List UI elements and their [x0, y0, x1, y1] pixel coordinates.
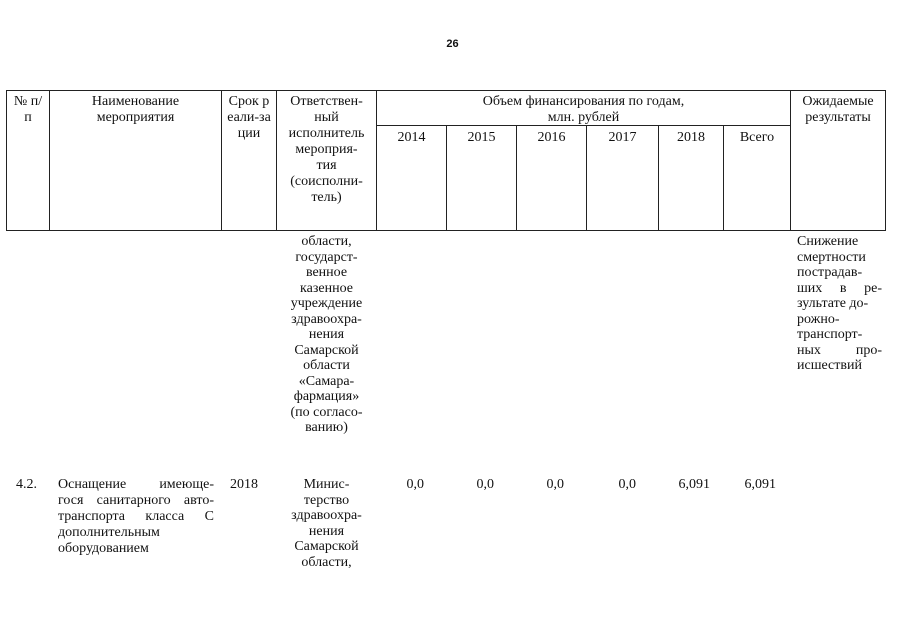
header-resp-line: исполнитель	[288, 126, 365, 141]
text-line: транспорта класса С	[58, 509, 214, 524]
table-header	[6, 90, 886, 230]
header-cell-term	[221, 90, 277, 231]
header-funding-line: Объем финансирования по годам,	[482, 94, 685, 109]
page-number: 26	[446, 38, 459, 50]
header-cell-responsible	[276, 90, 377, 231]
text-line: Самарской	[294, 342, 359, 358]
text-line: Самарской	[294, 539, 359, 554]
header-number-label: № п/п	[13, 94, 43, 125]
value-2014: 0,0	[406, 477, 424, 492]
header-year-2016: 2016	[516, 125, 587, 231]
text-line: (по согласо-	[290, 404, 363, 420]
text-line: терство	[303, 492, 350, 508]
header-results-line: результаты	[805, 110, 871, 125]
row-name	[58, 477, 214, 557]
text-line: зультате до-	[797, 296, 869, 311]
text-line: гося санитарного авто-	[58, 493, 214, 508]
text-line: Оснащение имеюще-	[58, 477, 214, 492]
text-line: области,	[301, 234, 352, 249]
text-line: учреждение	[290, 296, 363, 311]
header-cell-name	[49, 90, 222, 231]
header-year-total: Всего	[723, 125, 791, 231]
value-2017: 0,0	[618, 477, 636, 492]
text-line: дополнительным	[58, 525, 160, 540]
text-line: казенное	[300, 280, 353, 296]
header-term-label: Срок реали-зации	[227, 94, 271, 141]
text-line: ванию)	[305, 420, 348, 435]
text-line: нения	[308, 327, 345, 342]
text-line: исшествий	[797, 358, 862, 373]
text-line: транспорт-	[797, 327, 863, 342]
value-2018: 6,091	[678, 477, 710, 492]
header-resp-line: тия	[316, 158, 337, 173]
text-line: смертности	[797, 249, 866, 265]
row-responsible	[276, 477, 377, 570]
text-line: пострадав-	[797, 265, 863, 280]
text-line: здравоохра-	[291, 311, 362, 327]
text-line: «Самара-	[298, 373, 355, 389]
header-cell-funding	[376, 90, 791, 126]
text-line: оборудованием	[58, 541, 149, 556]
header-year-2014: 2014	[376, 125, 447, 231]
value-total: 6,091	[744, 477, 776, 492]
header-resp-line: (соисполни-	[290, 174, 363, 189]
continuation-results	[797, 234, 882, 374]
row-number: 4.2.	[16, 477, 37, 492]
header-year-2018: 2018	[658, 125, 724, 231]
header-year-2015: 2015	[446, 125, 517, 231]
text-line: ших в ре-	[797, 280, 882, 296]
header-year-2017: 2017	[586, 125, 659, 231]
header-resp-line: мероприя-	[295, 142, 358, 157]
continuation-responsible	[276, 234, 377, 436]
text-line: фармация»	[293, 389, 360, 404]
text-line: ных про-	[797, 342, 882, 358]
text-line: Минис-	[303, 477, 350, 492]
text-line: области,	[301, 554, 352, 570]
value-2015: 0,0	[476, 477, 494, 492]
text-line: нения	[308, 523, 345, 539]
text-line: государст-	[295, 249, 358, 265]
header-resp-line: тель)	[311, 190, 342, 205]
text-line: венное	[305, 265, 348, 280]
value-2016: 0,0	[546, 477, 564, 492]
header-results-line: Ожидаемые	[802, 94, 874, 109]
text-line: области	[303, 358, 350, 373]
header-name-label: Наименование мероприятия	[91, 94, 180, 125]
text-line: Снижение	[797, 234, 859, 249]
header-funding-line: млн. рублей	[547, 110, 620, 125]
header-resp-line: ный	[314, 110, 339, 125]
header-resp-line: Ответствен-	[290, 94, 363, 109]
text-line: здравоохра-	[291, 508, 362, 523]
header-cell-results	[790, 90, 886, 231]
row-term: 2018	[230, 477, 258, 492]
text-line: рожно-	[797, 311, 840, 327]
header-cell-number	[6, 90, 50, 231]
